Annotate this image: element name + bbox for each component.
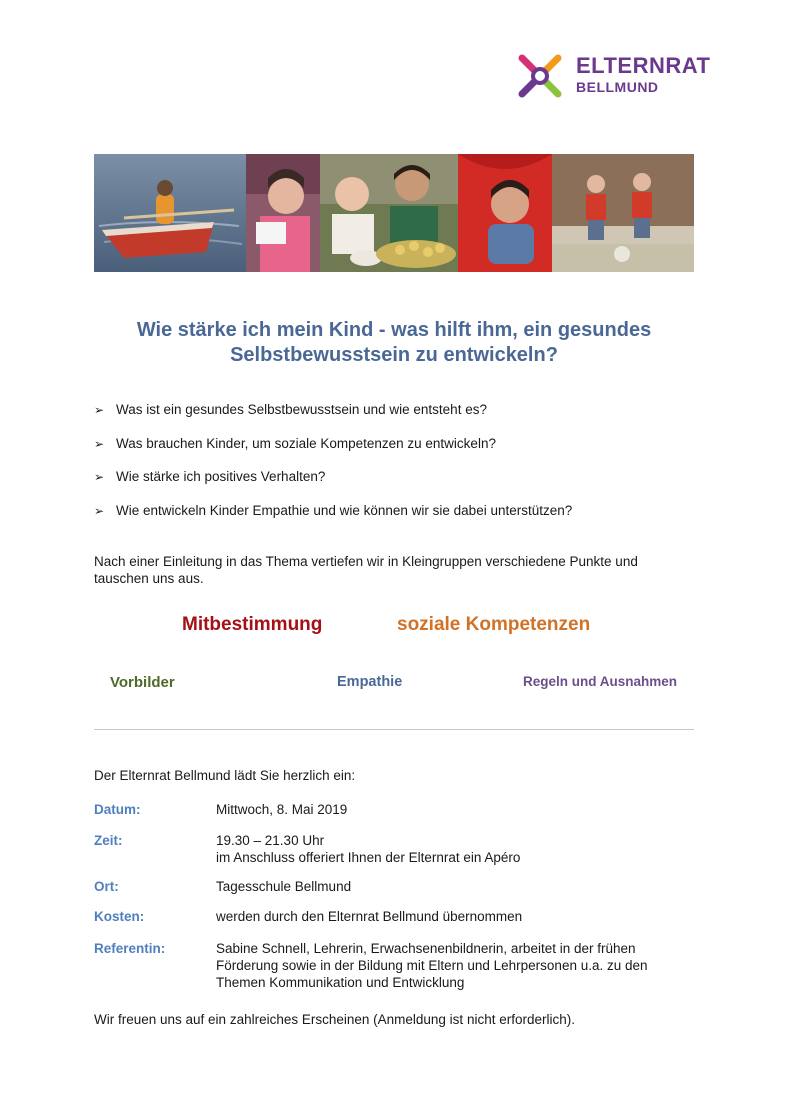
boat-photo-icon <box>94 154 246 272</box>
kosten-label: Kosten: <box>94 909 145 924</box>
keyword-mitbestimmung: Mitbestimmung <box>182 614 323 635</box>
logo-title: ELTERNRAT <box>576 53 711 78</box>
ort-value: Tagesschule Bellmund <box>216 879 352 894</box>
boys-football-photo-icon <box>552 154 694 272</box>
zeit-label: Zeit: <box>94 833 123 848</box>
elternrat-logo-mark-icon <box>514 50 566 102</box>
list-item <box>94 402 694 436</box>
logo-subtitle: BELLMUND <box>576 79 659 95</box>
list-item-text: Was ist ein gesundes Selbstbewusstsein und wie entsteht es? <box>116 402 487 417</box>
page-title-line1: Wie stärke ich mein Kind - was hilft ihm, ein gesundes <box>136 319 652 341</box>
keyword-regeln: Regeln und Ausnahmen <box>523 674 678 689</box>
arrow-bullet-icon: ➢ <box>94 403 105 417</box>
referentin-value-line3: Themen Kommunikation und Entwicklung <box>216 975 465 990</box>
zeit-value-line2: im Anschluss offeriert Ihnen der Elternrat ein Apéro <box>216 850 521 865</box>
closing-text: Wir freuen uns auf ein zahlreiches Erscheinen (Anmeldung ist nicht erforderlich). <box>94 1012 575 1027</box>
datum-value: Mittwoch, 8. Mai 2019 <box>216 802 348 817</box>
children-baking-photo-icon <box>320 154 458 272</box>
datum-label: Datum: <box>94 802 141 817</box>
invitation-text: Der Elternrat Bellmund lädt Sie herzlich ein: <box>94 768 356 783</box>
ort-label: Ort: <box>94 879 119 894</box>
elternrat-logo <box>514 50 734 102</box>
arrow-bullet-icon: ➢ <box>94 503 105 518</box>
intro-paragraph <box>94 553 694 587</box>
question-list <box>94 402 694 536</box>
arrow-bullet-icon: ➢ <box>94 470 105 484</box>
referentin-value-line1: Sabine Schnell, Lehrerin, Erwachsenenbildnerin, arbeitet in der frühen <box>216 941 636 956</box>
divider <box>94 729 694 730</box>
keyword-vorbilder: Vorbilder <box>110 674 175 691</box>
girl-drawing-photo-icon <box>246 154 320 272</box>
keyword-soziale-kompetenzen: soziale Kompetenzen <box>397 614 591 635</box>
kosten-value: werden durch den Elternrat Bellmund übernommen <box>216 909 523 924</box>
referentin-value <box>216 940 694 991</box>
photo-strip <box>94 154 694 272</box>
referentin-value-line2: Förderung sowie in der Bildung mit Eltern und Lehrpersonen u.a. zu den <box>216 958 648 973</box>
list-item <box>94 469 694 503</box>
list-item-text: Wie stärke ich positives Verhalten? <box>116 469 326 484</box>
intro-line1: Nach einer Einleitung in das Thema vertiefen wir in Kleingruppen verschiedene Punkte und <box>94 554 638 569</box>
list-item <box>94 503 694 537</box>
page-title <box>94 318 694 368</box>
zeit-value <box>216 832 694 866</box>
zeit-value-line1: 19.30 – 21.30 Uhr <box>216 833 325 848</box>
keyword-empathie: Empathie <box>337 674 403 690</box>
list-item <box>94 436 694 470</box>
child-slide-photo-icon <box>458 154 552 272</box>
arrow-bullet-icon: ➢ <box>94 436 105 451</box>
list-item-text: Wie entwickeln Kinder Empathie und wie können wir sie dabei unterstützen? <box>116 502 573 518</box>
page-title-line2: Selbstbewusstsein zu entwickeln? <box>230 344 558 366</box>
intro-line2: tauschen uns aus. <box>94 571 204 586</box>
referentin-label: Referentin: <box>94 941 166 956</box>
list-item-text: Was brauchen Kinder, um soziale Kompetenzen zu entwickeln? <box>116 435 496 451</box>
